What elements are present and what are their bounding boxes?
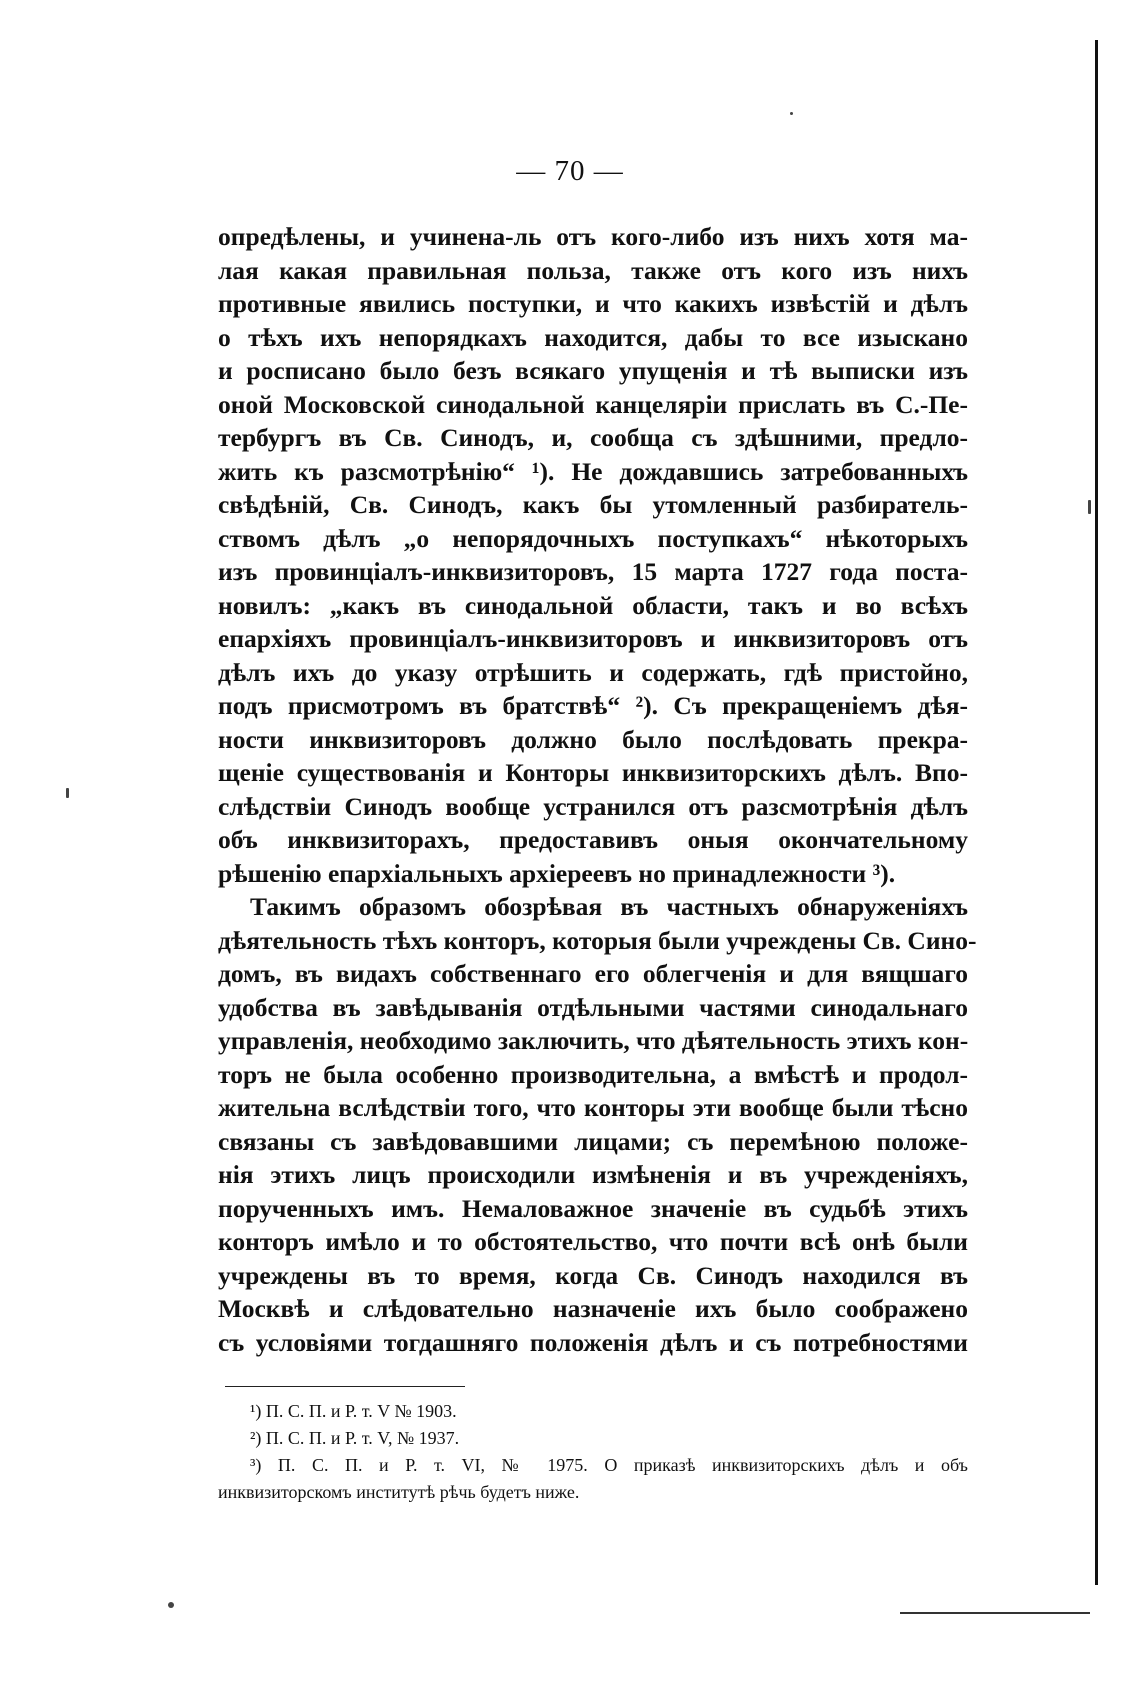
text-line: жительна вслѣдствіи того, что конторы эти вообще были тѣсно [218,1093,968,1122]
text-line: домъ, въ видахъ собственнаго его облегченія и для вящшаго [218,959,968,988]
text-line: ности инквизиторовъ должно было послѣдовать прекра- [218,724,968,754]
text-line: Москвѣ и слѣдовательно назначеніе ихъ было соображено [218,1294,968,1323]
scan-speck [790,112,793,115]
text-line: торъ не была особенно производительна, а вмѣстѣ и продол- [218,1059,968,1089]
text-line: конторъ имѣло и то обстоятельство, что почти всѣ онѣ были [218,1227,968,1256]
body-text [218,220,977,1359]
text-line: щеніе существованія и Конторы инквизиторскихъ дѣлъ. Впо- [218,758,968,787]
paragraph-2 [218,890,977,1359]
scan-bottom-line [900,1612,1090,1614]
text-line: противные явились поступки, и что какихъ извѣстій и дѣлъ [218,289,968,318]
text-line: нія этихъ лицъ происходили измѣненія и въ учрежденіяхъ, [218,1160,968,1189]
text-line: лая какая правильная польза, также отъ кого изъ нихъ [218,255,968,285]
text-line: оной Московской синодальной канцеляріи прислать въ С.-Пе- [218,389,968,419]
text-line: слѣдствіи Синодъ вообще устранился отъ разсмотрѣнія дѣлъ [218,791,968,821]
text-line: изъ провинціалъ-инквизиторовъ, 15 марта 1727 года поста- [218,557,968,586]
scan-speck [66,788,69,798]
text-line: дѣлъ ихъ до указу отрѣшить и содержать, гдѣ пристойно, [218,657,968,687]
text-line: тербургъ въ Св. Синодъ, и, сообща съ здѣшними, предло- [218,423,968,452]
footnotes [218,1398,968,1506]
text-line: о тѣхъ ихъ непорядкахъ находится, дабы то все изыскано [218,322,968,352]
footnote-3-continued: инквизиторскомъ институтѣ рѣчь будетъ ниже. [218,1482,580,1502]
text-line: епархіяхъ провинціалъ-инквизиторовъ и инквизиторовъ отъ [218,624,968,653]
text-line: учреждены въ то время, когда Св. Синодъ находился въ [218,1260,968,1290]
footnote-2: ²) П. С. П. и Р. т. V, № 1937. [250,1428,460,1448]
paragraph-1 [218,220,968,890]
text-line: объ инквизиторахъ, предоставивъ оныя окончательному [218,825,968,854]
text-line: съ условіями тогдашняго положенія дѣлъ и съ потребностями [218,1327,968,1357]
text-line: порученныхъ имъ. Немаловажное значеніе въ судьбѣ этихъ [218,1193,968,1223]
text-line: новилъ: „какъ въ синодальной области, такъ и во всѣхъ [218,590,968,620]
text-line: рѣшенію епархіальныхъ архіереевъ но принадлежности ³). [218,858,896,888]
footnote-3: ³) П. С. П. и Р. т. VI, № 1975. О приказѣ инквизиторскихъ дѣлъ и объ [250,1455,968,1475]
page-number: — 70 — [516,155,624,187]
text-line: удобства въ завѣдыванія отдѣльными частями синодальнаго [218,992,968,1022]
text-line: дѣятельность тѣхъ конторъ, которыя были учреждены Св. Сино- [218,925,977,955]
text-line: подъ присмотромъ въ братствѣ“ ²). Съ прекращеніемъ дѣя- [218,691,968,720]
scan-edge-line [1095,40,1098,1585]
text-line: опредѣлены, и учинена-ль отъ кого-либо изъ нихъ хотя ма- [218,222,968,251]
text-line: Такимъ образомъ обозрѣвая въ частныхъ обнаруженіяхъ [250,892,968,921]
text-line: жить къ разсмотрѣнію“ ¹). Не дождавшись затребованныхъ [218,456,968,486]
text-line: свѣдѣній, Св. Синодъ, какъ бы утомленный разбиратель- [218,490,968,519]
text-line: связаны съ завѣдовавшими лицами; съ перемѣною положе- [218,1126,968,1156]
text-line: управленія, необходимо заключить, что дѣятельность этихъ кон- [218,1026,969,1055]
footnote-1: ¹) П. С. П. и Р. т. V № 1903. [250,1401,457,1421]
scan-speck [1088,500,1091,514]
text-line: и росписано было безъ всякаго упущенія и тѣ выписки изъ [218,356,968,385]
footnote-separator [225,1386,465,1387]
text-line: ствомъ дѣлъ „о непорядочныхъ поступкахъ“ нѣкоторыхъ [218,523,968,553]
scan-speck [168,1602,174,1608]
